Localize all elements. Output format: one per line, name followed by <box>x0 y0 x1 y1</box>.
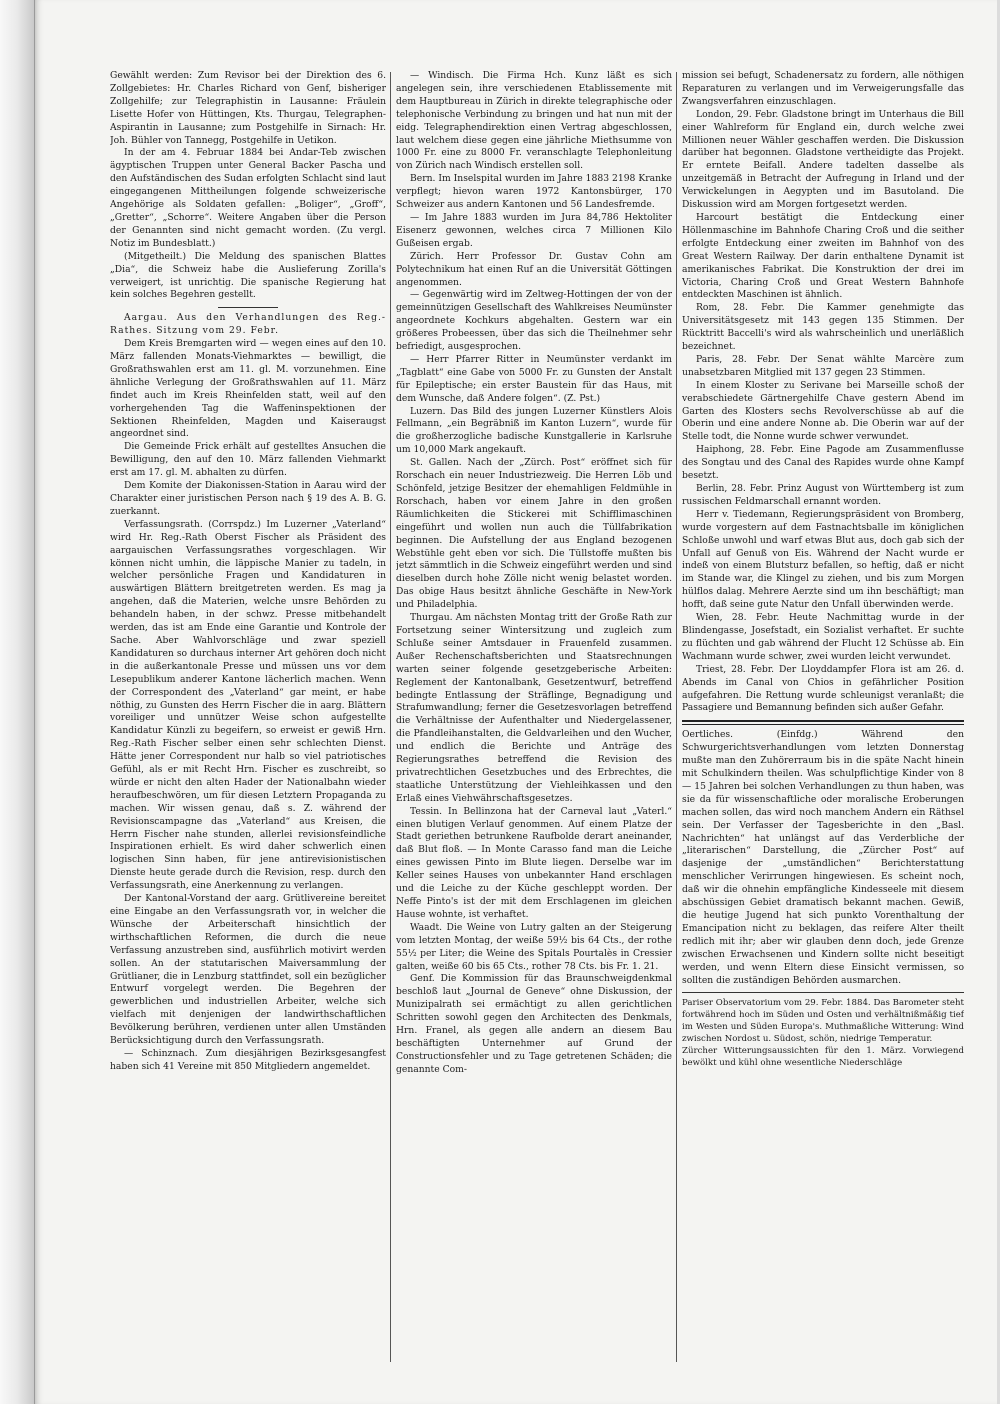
article-paragraph: Waadt. Die Weine von Lutry galten an der Steigerung vom letzten Montag, der weiße 59½ bis 64 Cts., der rothe 55½ per Liter; die Weine des Spitals Pourtalès in Cressier galten, weiße 60 bis 65 Cts., rother 78 Cts. bis Fr. 1. 21. <box>396 921 672 972</box>
article-paragraph: In einem Kloster zu Serivane bei Marseille schoß der verabschiedete Gärtnergehilfe Chave gestern Abend im Garten des Klosters sechs Revolverschüsse ab auf die Oberin und eine andere Nonne ab. Die Oberin war auf der Stelle todt, die Nonne wurde schwer verwundet. <box>682 379 964 443</box>
article-paragraph: Paris, 28. Febr. Der Senat wählte Marcère zum unabsetzbaren Mitglied mit 137 gegen 23 Stimmen. <box>682 353 964 378</box>
article-paragraph: — Herr Pfarrer Ritter in Neumünster verdankt im „Tagblatt“ eine Gabe von 5000 Fr. zu Gunsten der Anstalt für Epileptische; ein erster Baustein für das Haus, mit dem Wunsche, daß Andere folgen“. (Z. Pst.) <box>396 353 672 404</box>
article-paragraph: Der Kantonal-Vorstand der aarg. Grütlivereine bereitet eine Eingabe an den Verfassungsrath vor, in welcher die Wünsche der Arbeiterschaft hinsichtlich der wirthschaftlichen Reformen, die durch die neue Verfassung anzustreben sind, ausführlich motivirt werden sollen. An der statutarischen Maiversammlung der Grütlianer, die in Lenzburg stattfindet, soll ein bezüglicher Entwurf vorgelegt werden. Die Begehren der gewerblichen und industriellen Arbeiter, welche sich vielfach mit denjenigen der landwirthschaftlichen Bevölkerung berühren, verdienen unter allen Umständen Berücksichtigung durch den Verfassungsrath. <box>110 893 386 1047</box>
article-paragraph: Dem Kreis Bremgarten wird — wegen eines auf den 10. März fallenden Monats-Viehmarktes — bewilligt, die Großrathswahlen erst am 11. gl. M. vorzunehmen. Eine ähnliche Verlegung der Großrathswahlen auf 11. März findet auch im Kreis Rheinfelden statt, weil auf den vorhergehenden Tag die Waffeninspektionen der Sektionen Rheinfelden, Magden und Kaiseraugst angeordnet sind. <box>110 338 386 440</box>
article-paragraph: St. Gallen. Nach der „Zürch. Post“ eröffnet sich für Rorschach ein neuer Industriezweig. Die Herren Löb und Schönfeld, jetzige Besitzer der ehemahligen Feldmühle in Rorschach, haben vor einem Jahre in den großen Räumlichkeiten die Stickerei mit Schifflimaschinen eingeführt und wollen nun auch die Tüllfabrikation beginnen. Die Aufstellung der aus England bezogenen Webstühle geht eben vor sich. Die Tüllstoffe mußten bis jetzt sämmtlich in die Schweiz eingeführt werden und sind dieselben durch hohe Zölle nicht wenig belastet worden. Das obige Haus besitzt ähnliche Geschäfte in New-York und Philadelphia. <box>396 457 672 611</box>
column-2 <box>396 70 672 1370</box>
section-separator <box>682 992 964 993</box>
article-paragraph: Gewählt werden: Zum Revisor bei der Direktion des 6. Zollgebietes: Hr. Charles Richard von Genf, bisheriger Zollgehilfe; zur Telegraphistin in Lausanne: Fräulein Lisette Hofer von Hüttingen, Kts. Thurgau, Telegraphen-Aspirantin in Lausanne; zum Postgehilfe in Sirnach: Hr. Joh. Bühler von Tannegg, Postgehilfe in Uetikon. <box>110 70 386 146</box>
article-paragraph: — Im Jahre 1883 wurden im Jura 84,786 Hektoliter Eisenerz gewonnen, welches circa 7 Millionen Kilo Gußeisen ergab. <box>396 211 672 249</box>
article-paragraph: mission sei befugt, Schadenersatz zu fordern, alle nöthigen Reparaturen zu verlangen und im Verweigerungsfalle das Zwangsverfahren einzuschlagen. <box>682 70 964 107</box>
article-paragraph: Genf. Die Kommission für das Braunschweigdenkmal beschloß laut „Journal de Geneve“ ohne Diskussion, der Munizipalrath sei ermächtigt zu allen gerichtlichen Schritten sowohl gegen den Architecten des Denkmals, Hrn. Franel, als gegen alle andern an diesem Bau beschäftigten Unternehmer auf Grund der Constructionsfehler und zu Tage getretenen Schäden; die genannte Com- <box>396 973 672 1075</box>
article-paragraph: Berlin, 28. Febr. Prinz August von Württemberg ist zum russischen Feldmarschall ernannt worden. <box>682 483 964 507</box>
article-paragraph: Herr v. Tiedemann, Regierungspräsident von Bromberg, wurde vorgestern auf dem Fastnachtsballe im königlichen Schloße unwohl und warf etwas Blut aus, doch gab sich der Unfall auf Genuß von Eis. Während der Nacht wurde er indeß von einem Blutsturz befallen, so heftig, daß er nicht im Stande war, die Klingel zu ziehen, und bis zum Morgen hülflos dalag. Mehrere Aerzte sind um ihn beschäftigt; man hofft, daß seine gute Natur den Unfall überwinden werde. <box>682 508 964 611</box>
article-paragraph: Haiphong, 28. Febr. Eine Pagode am Zusammenflusse des Songtau und des Canal des Rapides wurde ohne Kampf besetzt. <box>682 444 964 482</box>
article-paragraph: In der am 4. Februar 1884 bei Andar-Teb zwischen ägyptischen Truppen unter General Backer Pascha und den Aufständischen des Sudan erfolgten Schlacht sind laut eingegangenen Mittheilungen folgende schweizerische Angehörige als Soldaten gefallen: „Boliger“, „Groff“, „Gretter“, „Schorre“. Weitere Angaben über die Person der Genannten sind nicht gemacht worden. (Zu vergl. Notiz im Bundesblatt.) <box>110 147 386 249</box>
article-paragraph: Zürich. Herr Professor Dr. Gustav Cohn am Polytechnikum hat einen Ruf an die Universität Göttingen angenommen. <box>396 250 672 288</box>
article-paragraph: Verfassungsrath. (Corrspdz.) Im Luzerner „Vaterland“ wird Hr. Reg.-Rath Oberst Fischer als Präsident des aargauischen Verfassungsrathes vorgeschlagen. Wir können nicht umhin, die läppische Manier zu tadeln, in welcher persönliche Fragen und Kandidaturen in auswärtigen Blättern breitgetreten werden. Es mag ja angehen, daß die Materien, welche unsre Behörden zu behandeln haben, in der schwz. Presse mitbehandelt werden, das ist am Ende eine Garantie und Kontrole der Sache. Aber Wahlvorschläge und zwar speziell Kandidaturen so durchaus interner Art gehören doch nicht in die außerkantonale Presse und müssen uns vor dem Lesepublikum anderer Kantone lächerlich machen. Wenn der Correspondent des „Vaterland“ gar meint, er habe nöthig, zu Gunsten des Herrn Fischer die in aarg. Blättern voreiliger und unnützer Weise schon aufgestellte Kandidatur Künzli zu begeifern, so erweist er gewiß Hrn. Reg.-Rath Fischer selber einen sehr schlechten Dienst. Hätte jener Correspondent nur halb so viel patriotisches Gefühl, als er mit Recht Hrn. Fischer es zuschreibt, so würde er nicht den alten Hader der Nationalbahn wieder heraufbeschwören, um für diesen Letztern Propaganda zu machen. Wir wissen genau, daß s. Z. während der Revisionscampagne das „Vaterland“ aus Kreisen, die Herrn Fischer nahe stunden, allerlei revisionsfeindliche Inspirationen erhielt. Es wird daher schwerlich einen logischen Sinn haben, für jene antirevisionistischen Dienste heute gerade durch die Revision, resp. durch den Verfassungsrath, eine Anerkennung zu verlangen. <box>110 518 386 892</box>
column-rule <box>390 72 391 1362</box>
article-paragraph: Dem Komite der Diakonissen-Station in Aarau wird der Charakter einer juristischen Person nach § 19 des A. B. G. zuerkannt. <box>110 480 386 517</box>
article-paragraph: — Gegenwärtig wird im Zeltweg-Hottingen der von der gemeinnützigen Gesellschaft des Wahlkreises Neumünster angeordnete Kochkurs abgehalten. Gestern war ein größeres Probeessen, über das sich die Theilnehmer sehr befriedigt, ausgesprochen. <box>396 289 672 353</box>
article-paragraph: Wien, 28. Febr. Heute Nachmittag wurde in der Blindengasse, Josefstadt, ein Sozialist verhaftet. Er suchte zu flüchten und gab während der Flucht 12 Schüsse ab. Ein Wachmann wurde schwer, zwei wurden leicht verwundet. <box>682 612 964 662</box>
column-3 <box>682 70 964 1370</box>
article-paragraph: London, 29. Febr. Gladstone bringt im Unterhaus die Bill einer Wahlreform für England ein, durch welche zwei Millionen neuer Wähler geschaffen werden. Die Diskussion darüber hat begonnen. Gladstone vertheidigte das Projekt. Er erntete Beifall. Andere tadelten dasselbe als unzeitgemäß in Betracht der Aufregung in Irland und der Verwickelungen in Aegypten und im Basutoland. Die Diskussion wird am Morgen fortgesetzt werden. <box>682 108 964 211</box>
article-paragraph: Triest, 28. Febr. Der Lloyddampfer Flora ist am 26. d. Abends im Canal von Chios in gefährlicher Position aufgefahren. Die Rettung wurde schleunigst veranlaßt; die Passagiere und Bemannung befinden sich außer Gefahr. <box>682 663 964 714</box>
column-1 <box>110 70 386 1370</box>
article-paragraph: Die Gemeinde Frick erhält auf gestelltes Ansuchen die Bewilligung, den auf den 10. März fallenden Viehmarkt erst am 17. gl. M. abhalten zu dürfen. <box>110 441 386 479</box>
article-paragraph: Harcourt bestätigt die Entdeckung einer Höllenmaschine im Bahnhofe Charing Croß und die seither erfolgte Entdeckung einer zweiten im Bahnhof von des Great Western Railway. Der darin enthaltene Dynamit ist amerikanisches Fabrikat. Die Konstruktion der drei im Victoria, Charing Croß und Great Western Bahnhofe entdeckten Maschinen ist ähnlich. <box>682 211 964 301</box>
section-separator <box>682 720 964 725</box>
weather-observatory-report: Pariser Observatorium vom 29. Febr. 1884. Das Barometer steht fortwährend hoch im Süden und Osten und verhältnißmäßig tief im Westen und Süden Europa's. Muthmaßliche Witterung: Wind zwischen Nordost u. Südost, schön, niedrige Temperatur. <box>682 998 964 1045</box>
article-paragraph: Bern. Im Inselspital wurden im Jahre 1883 2198 Kranke verpflegt; hievon waren 1972 Kantonsbürger, 170 Schweizer aus andern Kantonen und 56 Landesfremde. <box>396 173 672 211</box>
weather-forecast: Zürcher Witterungsaussichten für den 1. März. Vorwiegend bewölkt und kühl ohne wesentliche Niederschläge <box>682 1046 964 1069</box>
article-paragraph: — Schinznach. Zum diesjährigen Bezirksgesangfest haben sich 41 Vereine mit 850 Mitgliedern angemeldet. <box>110 1047 386 1072</box>
article-paragraph: Luzern. Das Bild des jungen Luzerner Künstlers Alois Fellmann, „ein Begräbniß im Kanton Luzern“, wurde für die großherzogliche badische Kunstgallerie in Karlsruhe um 10,000 Mark angekauft. <box>396 405 672 456</box>
section-heading-aargau: Aargau. Aus den Verhandlungen des Reg.-Rathes. Sitzung vom 29. Febr. <box>110 312 386 337</box>
article-paragraph: Thurgau. Am nächsten Montag tritt der Große Rath zur Fortsetzung seiner Wintersitzung und zugleich zum Schluße seiner Amtsdauer in Frauenfeld zusammen. Außer Rechenschaftsberichten und Staatsrechnungen warten seiner folgende gesetzgeberische Arbeiten: Reglement der Kantonalbank, Gesetzentwurf, betreffend bedingte Entlassung der Sträflinge, Begnadigung und Strafumwandlung; ferner die Gesetzesvorlagen betreffend die Verhältnisse der Aufenthalter und Niedergelassener, die Pfandleihanstalten, die Geldvarleihen und den Wucher, und endlich die Berichte und Anträge des Regierungsrathes betreffend die Revision des privatrechtlichen Gesetzbuches und des Erbrechtes, die staatliche Unterstützung der Viehleihkassen und den Erlaß eines Viehwährschaftsgesetzes. <box>396 612 672 804</box>
column-rule <box>676 72 677 1362</box>
local-news-paragraph: Oertliches. (Einfdg.) Während den Schwurgerichtsverhandlungen vom letzten Donnerstag mußte man den Zuhörerraum bis in die späte Nacht hinein mit Schulkindern theilen. Was schulpflichtige Kinder von 8 — 15 Jahren bei solchen Verhandlungen zu thun haben, was sie da für wissenschaftliche oder moralische Eroberungen machen sollen, das wird noch manchem Andern ein Räthsel sein. Der Verfasser der Tagesberichte in den „Basl. Nachrichten“ hat unlängst auf das Verderbliche der „literarischen“ Darstellung, die „Zürcher Post“ auf dasjenige der „umständlichen“ Berichterstattung menschlicher Verirrungen hingewiesen. Es scheint noch, daß wir die ohnehin empfängliche Kindesseele mit diesem abschüssigen Gebiet dramatisch bekannt machen. Gewiß, die heutige Jugend hat sich punkto Vorenthaltung der Emancipation nicht zu beklagen, das reifere Alter theilt redlich mit ihr; aber wir glauben denn doch, jede Grenze zwischen Erwachsenen und Kindern sollte nicht beseitigt werden, und wenn Eltern diese Einsicht vermissen, so sollten die zuständigen Behörden ausmarchen. <box>682 729 964 986</box>
section-separator <box>218 307 278 308</box>
article-paragraph: Rom, 28. Febr. Die Kammer genehmigte das Universitätsgesetz mit 143 gegen 135 Stimmen. Der Rücktritt Baccelli's wird als wahrscheinlich und unerläßlich bezeichnet. <box>682 302 964 353</box>
article-paragraph: (Mitgetheilt.) Die Meldung des spanischen Blattes „Dia“, die Schweiz habe die Auslieferung Zorilla's verweigert, ist unrichtig. Die spanische Regierung hat kein solches Begehren gestellt. <box>110 250 386 301</box>
book-binding-margin <box>0 0 34 1404</box>
article-paragraph: Tessin. In Bellinzona hat der Carneval laut „Vaterl.“ einen blutigen Verlauf genommen. Auf einem Platze der Stadt geriethen betrunkene Raufbolde derart aneinander, daß Blut floß. — In Monte Carasso fand man die Leiche eines gewissen Pinto im Blute liegen. Derselbe war im Keller seines Hauses von unbekannter Hand erschlagen und die Leiche zu der Küche geschleppt worden. Der Neffe Pinto's ist der mit dem Erschlagenen im gleichen Hause wohnte, ist verhaftet. <box>396 805 672 920</box>
article-paragraph: — Windisch. Die Firma Hch. Kunz läßt es sich angelegen sein, ihre verschiedenen Etablissemente mit dem Hauptbureau in Zürich in direkte telegraphische oder telephonische Verbindung zu bringen und hat nun mit der eidg. Telegraphendirektion einen Vertrag abgeschlossen, laut welchem diese gegen eine jährliche Miethsumme von 1000 Fr. eine zu 8000 Fr. veranschlagte Telephonleitung von Zürich nach Windisch erstellen soll. <box>396 70 672 172</box>
